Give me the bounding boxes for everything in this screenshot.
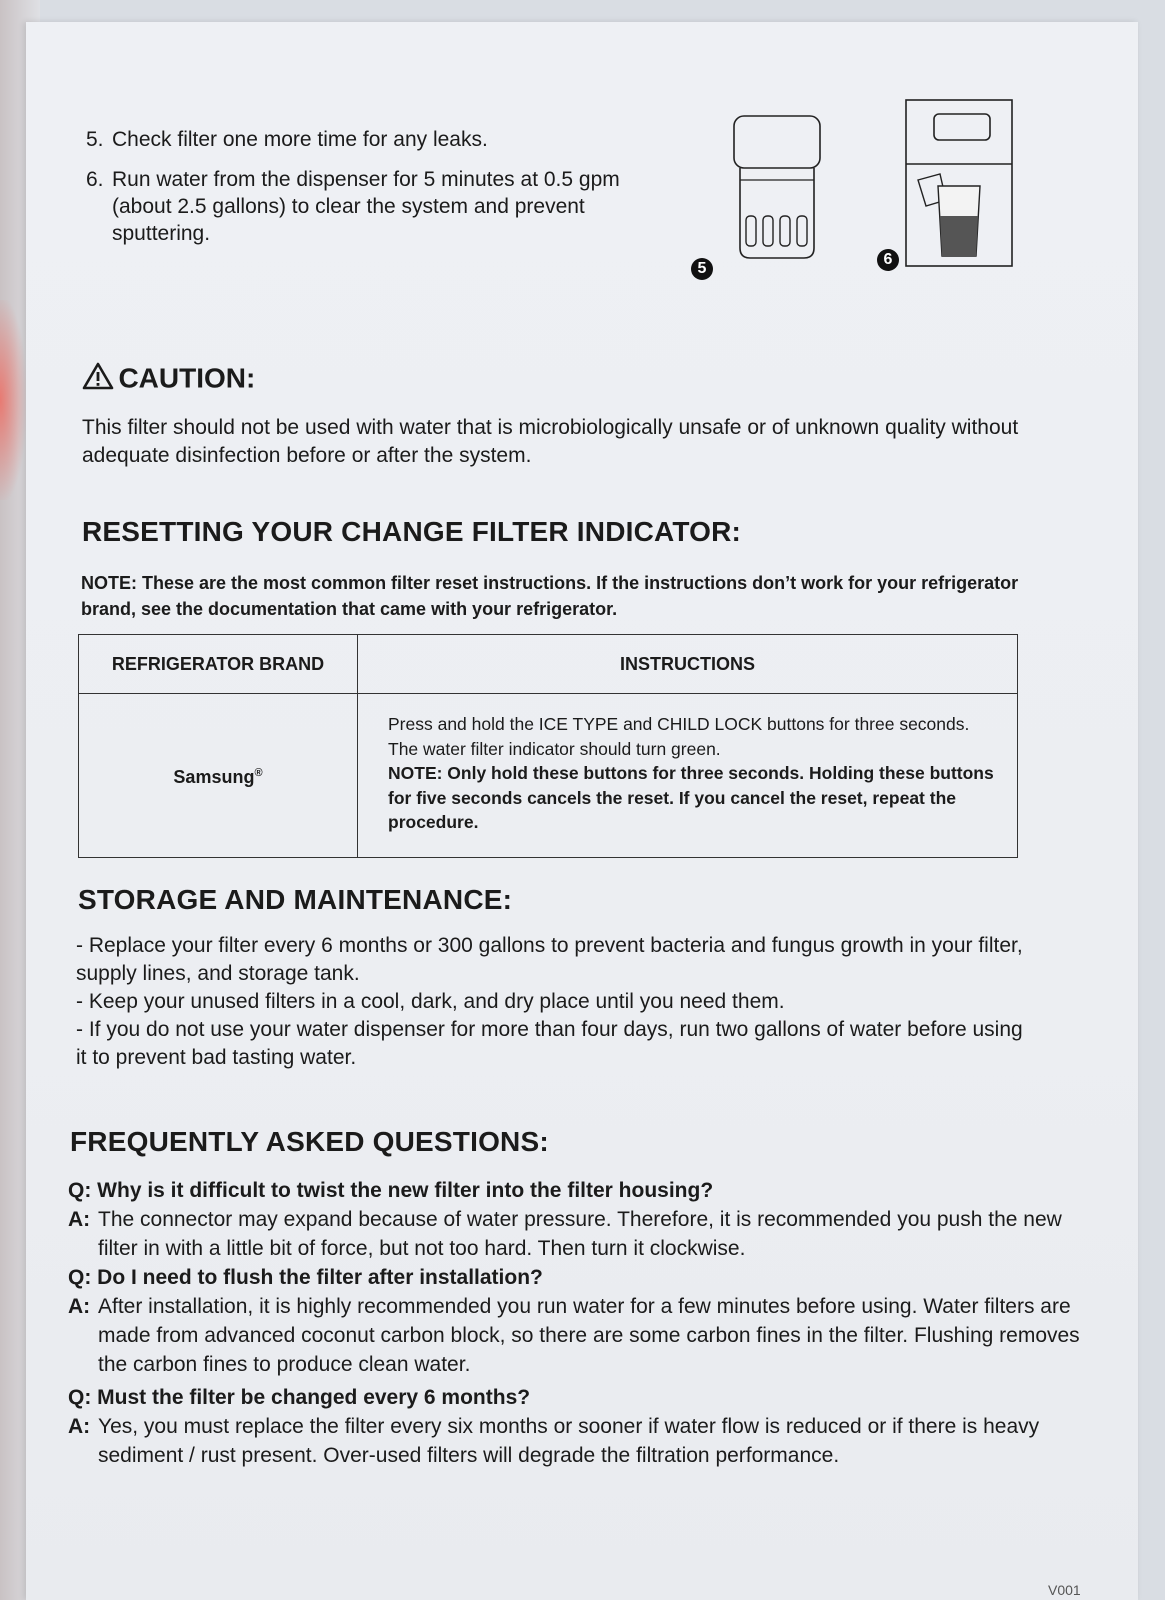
step-6 <box>86 166 676 247</box>
caution-title: CAUTION: <box>118 362 256 394</box>
storage-title: STORAGE AND MAINTENANCE: <box>78 884 513 915</box>
step-number: 6. <box>86 168 104 191</box>
step-number: 5. <box>86 128 104 151</box>
instruction-note: NOTE: Only hold these buttons for three seconds. Holding these buttons for five seconds cancels the reset. If you cancel the reset, repeat the procedure. <box>388 763 994 832</box>
background-red-object <box>0 300 26 500</box>
faq-question: Q: Do I need to flush the filter after installation? <box>68 1266 543 1289</box>
faq-list <box>68 1176 1098 1470</box>
reset-note: NOTE: These are the most common filter reset instructions. If the instructions don’t work for your refrigerator brand, see the documentation that came with your refrigerator. <box>81 573 1019 619</box>
instruction-cell <box>358 694 1018 858</box>
reset-title: RESETTING YOUR CHANGE FILTER INDICATOR: <box>82 516 742 547</box>
step-5 <box>86 126 686 153</box>
faq-question: Q: Must the filter be changed every 6 months? <box>68 1386 531 1409</box>
warning-triangle-icon <box>82 362 114 395</box>
filter-cartridge-icon <box>726 110 836 280</box>
water-dispenser-figure <box>904 98 1014 268</box>
faq-question: Q: Why is it difficult to twist the new filter into the filter housing? <box>68 1179 714 1202</box>
header-instructions: INSTRUCTIONS <box>358 635 1018 694</box>
step-text: Run water from the dispenser for 5 minutes at 0.5 gpm (about 2.5 gallons) to clear the system and prevent sputtering. <box>112 168 620 245</box>
registered-mark: ® <box>254 767 263 779</box>
document-version-code: V001 <box>1048 1582 1081 1598</box>
figure-6-badge: 6 <box>877 249 899 271</box>
caution-heading <box>82 362 255 395</box>
instruction-text: Press and hold the ICE TYPE and CHILD LOCK buttons for three seconds. The water filter indicator should turn green. <box>388 714 970 759</box>
caution-text: This filter should not be used with water that is microbiologically unsafe or of unknown quality without adequate disinfection before or after the system. <box>82 416 1019 467</box>
list-item: - Replace your filter every 6 months or 300 gallons to prevent bacteria and fungus growth in your filter, supply lines, and storage tank. <box>76 934 1023 985</box>
filter-cartridge-figure <box>726 110 836 280</box>
header-brand: REFRIGERATOR BRAND <box>79 635 358 694</box>
table-row <box>79 694 1018 858</box>
list-item: - If you do not use your water dispenser for more than four days, run two gallons of water before using it to prevent bad tasting water. <box>76 1018 1023 1069</box>
storage-list <box>76 932 1036 1072</box>
table-header-row <box>79 635 1018 694</box>
reset-instructions-table <box>78 634 1018 858</box>
instruction-sheet <box>26 22 1138 1600</box>
faq-answer: A: Yes, you must replace the filter every six months or sooner if water flow is reduced or if there is heavy sediment / rust present. Over-used filters will degrade the filtration performance. <box>68 1415 1040 1467</box>
step-text: Check filter one more time for any leaks. <box>112 128 488 151</box>
faq-answer: A: The connector may expand because of water pressure. Therefore, it is recommended you push the new filter in with a little bit of force, but not too hard. Then turn it clockwise. <box>68 1208 1062 1260</box>
water-dispenser-icon <box>904 98 1014 268</box>
list-item: - Keep your unused filters in a cool, dark, and dry place until you need them. <box>76 990 785 1013</box>
faq-title: FREQUENTLY ASKED QUESTIONS: <box>70 1126 549 1157</box>
brand-name: Samsung <box>173 767 255 787</box>
figure-5-badge: 5 <box>691 258 713 280</box>
brand-cell <box>79 694 358 858</box>
faq-answer: A: After installation, it is highly recommended you run water for a few minutes before using. Water filters are made from advanced coconut carbon block, so there are some carbon fines in the filter. Flushing removes the carbon fines to produce clean water. <box>68 1295 1080 1376</box>
